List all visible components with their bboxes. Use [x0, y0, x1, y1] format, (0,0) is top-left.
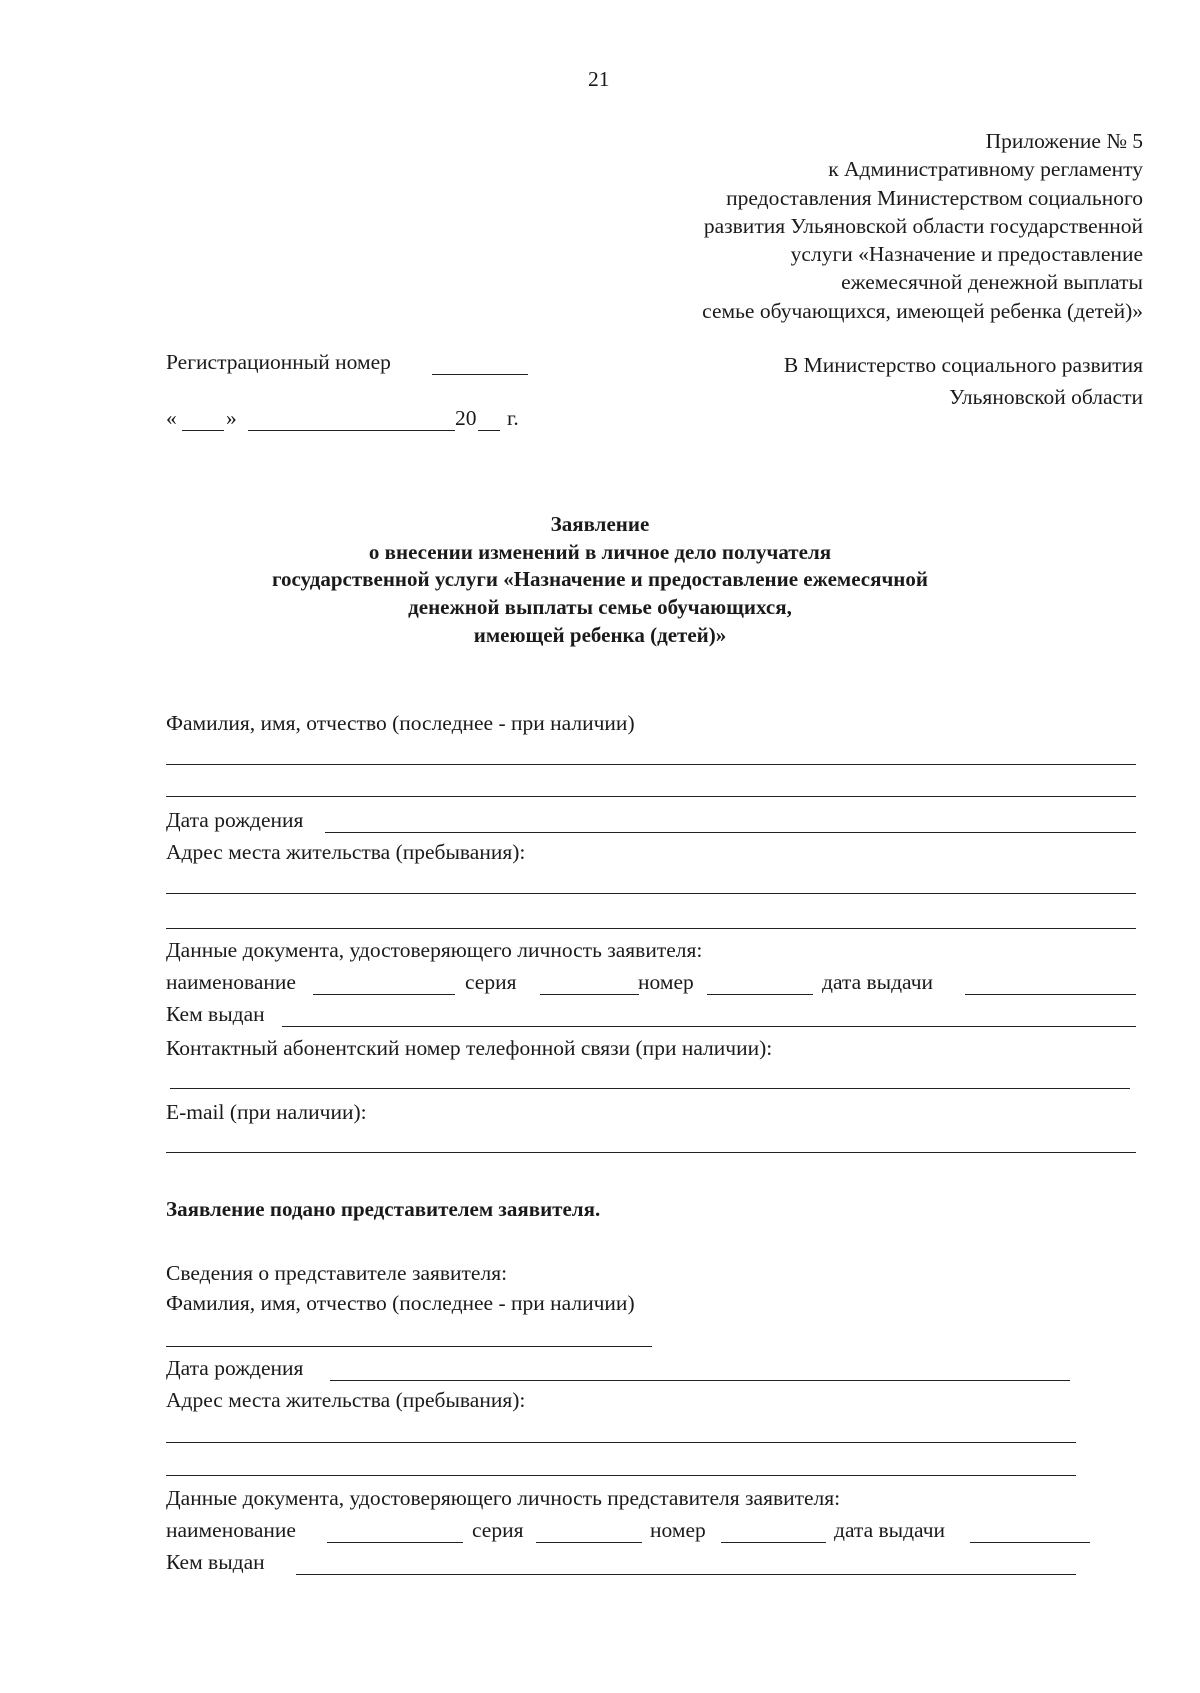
applicant-doc-number-label: номер [638, 970, 694, 994]
applicant-address-field-2[interactable] [166, 928, 1136, 929]
date-close-quote: » [226, 406, 237, 430]
applicant-document-label: Данные документа, удостоверяющего личность заявителя: [166, 938, 703, 962]
applicant-birth-field[interactable] [325, 832, 1136, 833]
page-number: 21 [588, 67, 610, 91]
registration-month-field[interactable] [248, 430, 455, 431]
document-title [0, 511, 1200, 650]
title-line: Заявление [550, 512, 650, 536]
applicant-email-field[interactable] [166, 1152, 1136, 1153]
applicant-doc-series-field[interactable] [540, 994, 639, 995]
title-line: имеющей ребенка (детей)» [473, 622, 727, 647]
representative-fio-label: Фамилия, имя, отчество (последнее - при наличии) [166, 1291, 635, 1315]
representative-issued-by-label: Кем выдан [166, 1550, 265, 1574]
annex-line: к Административному регламенту [828, 157, 1143, 182]
applicant-doc-date-field[interactable] [965, 994, 1136, 995]
representative-doc-series-label: серия [472, 1518, 524, 1542]
applicant-phone-field[interactable] [170, 1088, 1130, 1089]
annex-line: предоставления Министерством социального [726, 185, 1143, 210]
representative-doc-date-field[interactable] [970, 1542, 1090, 1543]
applicant-fio-field[interactable] [166, 764, 1136, 765]
applicant-doc-number-field[interactable] [707, 994, 813, 995]
representative-fio-field[interactable] [166, 1346, 652, 1347]
applicant-email-label: E-mail (при наличии): [166, 1100, 367, 1124]
representative-info-label: Сведения о представителе заявителя: [166, 1261, 508, 1285]
date-open-quote: « [166, 406, 177, 430]
addressee-line: Ульяновской области [949, 385, 1143, 409]
representative-heading: Заявление подано представителем заявителя. [166, 1197, 601, 1221]
representative-doc-series-field[interactable] [536, 1542, 642, 1543]
year-prefix: 20 [455, 406, 477, 430]
registration-number-label: Регистрационный номер [166, 350, 391, 374]
applicant-doc-series-label: серия [465, 970, 517, 994]
annex-header [702, 127, 1143, 325]
registration-day-field[interactable] [182, 430, 224, 431]
representative-doc-number-label: номер [650, 1518, 706, 1542]
representative-address-field-2[interactable] [166, 1475, 1076, 1476]
applicant-birth-label: Дата рождения [166, 808, 304, 832]
applicant-address-label: Адрес места жительства (пребывания): [166, 840, 526, 864]
applicant-fio-label: Фамилия, имя, отчество (последнее - при наличии) [166, 711, 635, 735]
applicant-phone-label: Контактный абонентский номер телефонной связи (при наличии): [166, 1036, 773, 1060]
representative-document-label: Данные документа, удостоверяющего личность представителя заявителя: [166, 1486, 841, 1510]
registration-year-field[interactable] [478, 430, 500, 431]
applicant-doc-name-label: наименование [166, 970, 296, 994]
registration-number-field[interactable] [432, 374, 528, 375]
applicant-doc-name-field[interactable] [313, 994, 455, 995]
year-suffix: г. [507, 406, 519, 430]
annex-line: Приложение № 5 [985, 129, 1143, 153]
applicant-fio-field-2[interactable] [166, 796, 1136, 797]
applicant-doc-date-label: дата выдачи [822, 970, 934, 994]
applicant-issued-by-field[interactable] [282, 1026, 1136, 1027]
annex-line: семье обучающихся, имеющей ребенка (детей)» [702, 298, 1143, 323]
representative-doc-name-label: наименование [166, 1518, 296, 1542]
title-line: о внесении изменений в личное дело получателя [368, 539, 832, 564]
applicant-address-field[interactable] [166, 893, 1136, 894]
representative-birth-label: Дата рождения [166, 1356, 304, 1380]
representative-doc-date-label: дата выдачи [834, 1518, 946, 1542]
representative-birth-field[interactable] [330, 1380, 1070, 1381]
representative-issued-by-field[interactable] [296, 1574, 1076, 1575]
representative-address-label: Адрес места жительства (пребывания): [166, 1388, 526, 1412]
addressee-line: В Министерство социального развития [783, 353, 1143, 377]
annex-line: услуги «Назначение и предоставление [790, 242, 1143, 267]
applicant-issued-by-label: Кем выдан [166, 1002, 265, 1026]
title-line: государственной услуги «Назначение и предоставление ежемесячной [271, 567, 928, 592]
annex-line: ежемесячной денежной выплаты [841, 270, 1143, 295]
representative-doc-number-field[interactable] [721, 1542, 826, 1543]
annex-line: развития Ульяновской области государственной [703, 213, 1143, 238]
title-line: денежной выплаты семье обучающихся, [408, 595, 792, 620]
representative-address-field[interactable] [166, 1442, 1076, 1443]
representative-doc-name-field[interactable] [327, 1542, 463, 1543]
